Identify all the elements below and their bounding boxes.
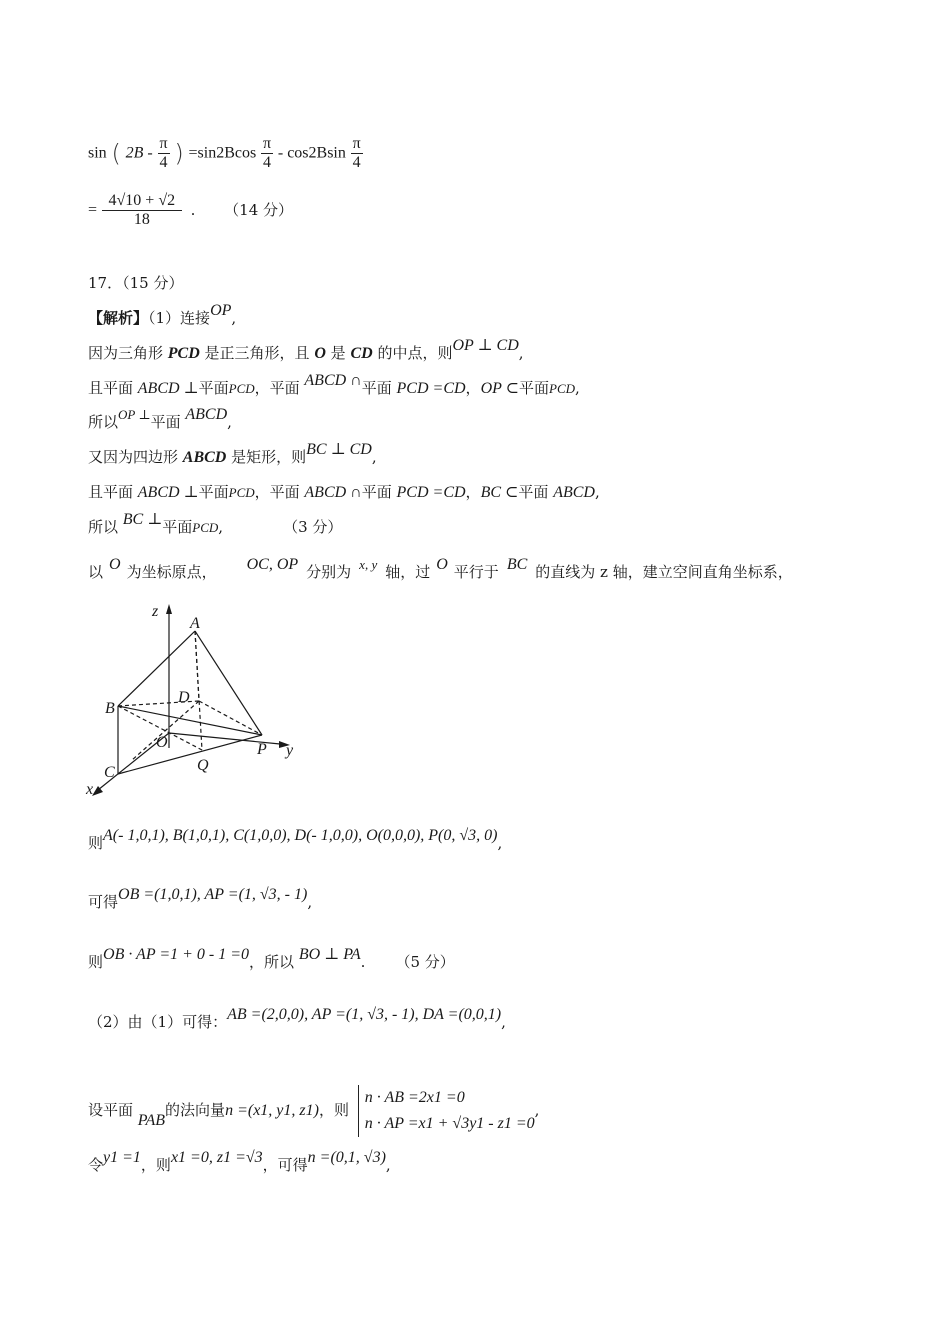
label-O: O bbox=[156, 734, 168, 751]
normal-vector-result: 令y1 =1，则x1 =0, z1 =√3，可得n =(0,1, √3), bbox=[88, 1149, 391, 1174]
question-17-title: 17．（15 分） bbox=[88, 274, 184, 292]
solution-step-1: 【解析】（1）连接OP, bbox=[88, 302, 237, 327]
label-C: C bbox=[104, 764, 115, 781]
dot-product-line: 则OB · AP =1 + 0 - 1 =0，所以 BO ⊥ PA. （5 分） bbox=[88, 946, 455, 971]
fraction-result: $\frac{4√10 + √2}{18}$ bbox=[102, 192, 182, 229]
solution-step-3: 且平面 ABCD ⊥平面PCD，平面 ABCD ∩平面 PCD =CD，OP ⊂平面PCD, bbox=[88, 372, 580, 397]
solution-step-5: 又因为四边形 ABCD 是矩形，则BC ⊥ CD, bbox=[88, 441, 377, 466]
solution-step-4: 所以OP ⊥平面 ABCD, bbox=[88, 406, 232, 431]
solution-step-8: 以 O 为坐标原点， OC, OP 分别为 x, y 轴，过 O 平行于 BC 的直线为 z 轴，建立空间直角坐标系， bbox=[88, 556, 793, 581]
equation-system: n · AB =2x1 =0 n · AP =x1 + √3y1 - z1 =0 bbox=[358, 1085, 535, 1137]
label-x: x bbox=[86, 781, 94, 798]
fraction-pi-over-4: $\frac{\pi}{4}$ bbox=[159, 135, 168, 171]
vectors-line: 可得OB =(1,0,1), AP =(1, √3, - 1), bbox=[88, 886, 313, 911]
formula-result: = $\frac{4√10 + √2}{18}$ . （14 分） bbox=[88, 192, 294, 228]
label-Q: Q bbox=[197, 757, 209, 774]
label-D: D bbox=[178, 689, 190, 706]
solution-step-6: 且平面 ABCD ⊥平面PCD，平面 ABCD ∩平面 PCD =CD，BC ⊂平面 ABCD, bbox=[88, 483, 600, 501]
label-B: B bbox=[105, 700, 115, 717]
solution-step-7: 所以 BC ⊥平面PCD, （3 分） bbox=[88, 511, 343, 536]
formula-sin-expansion: sin ( 2B - $\frac{\pi}{4}$ ) =sin2Bcos $\frac{\pi}{4}$ - cos2Bsin $\frac{\pi}{4}$ bbox=[88, 135, 361, 171]
label-y: y bbox=[286, 742, 294, 759]
pyramid-coordinate-figure bbox=[80, 598, 320, 803]
label-z: z bbox=[152, 603, 159, 620]
normal-vector-setup: 设平面 PAB的法向量n =(x1, y1, z1)，则 n · AB =2x1 =0 n · AP =x1 + √3y1 - z1 =0 , bbox=[88, 1085, 539, 1137]
part-2-vectors: （2）由（1）可得：AB =(2,0,0), AP =(1, √3, - 1), DA =(0,0,1), bbox=[88, 1006, 506, 1031]
solution-step-2: 因为三角形 PCD 是正三角形，且 O 是 CD 的中点，则OP ⊥ CD, bbox=[88, 337, 524, 362]
label-A: A bbox=[190, 615, 200, 632]
label-P: P bbox=[257, 741, 267, 758]
coordinates-line: 则A(- 1,0,1), B(1,0,1), C(1,0,0), D(- 1,0,0), O(0,0,0), P(0, √3, 0), bbox=[88, 827, 503, 852]
